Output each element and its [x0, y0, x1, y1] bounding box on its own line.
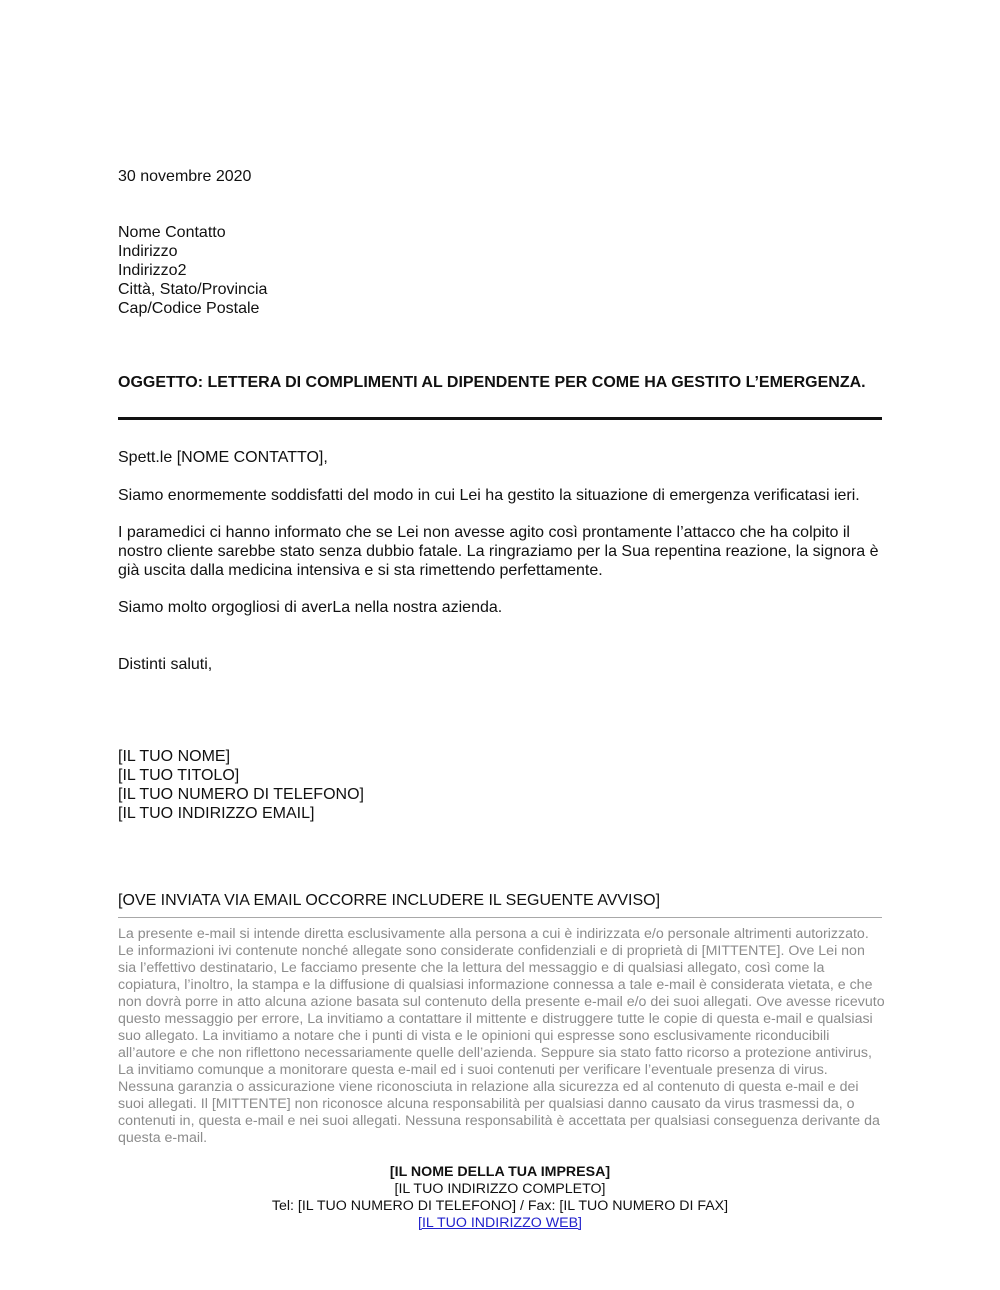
email-disclaimer: La presente e-mail si intende diretta esclusivamente alla persona a cui è indirizzata e/o personale altrimenti autorizzato. Le informazioni ivi contenute nonché allegate sono considerate confidenziali e di proprietà di [MITTENTE]. Ove Lei non sia l’effettivo destinatario, Le facciamo presente che la lettura del messaggio e di qualsiasi allegato, così come la copiatura, l’inoltro, la stampa e la diffusione di qualsiasi informazione connessa a tale e-mail è considerata vietata, e che non dovrà porre in atto alcuna azione basata sul contenuto della presente e-mail e/o dei suoi allegati. Ove avesse ricevuto questo messaggio per errore, La invitiamo a contattare il mittente e distruggere tutte le copie di questa e-mail e qualsiasi suo allegato. La invitiamo a notare che i punti di vista e le opinioni qui espresse sono esclusivamente riconducibili all’autore e che non riflettono necessariamente quelle dell’azienda. Seppure sia stato fatto ricorso a protezione antivirus, La invitiamo comunque a monitorare questa e-mail ed i suoi contenuti per verificare l’eventuale presenza di virus. Nessuna garanzia o assicurazione viene riconosciuta in relazione alla sicurezza ed al contenuto di questa e-mail e dei suoi allegati. Il [MITTENTE] non riconosce alcuna responsabilità per qualsiasi danno causato da virus trasmessi da, o contenuti in, questa e-mail e nei suoi allegati. Nessuna responsabilità è accettata per qualsiasi conseguenza derivante da questa e-mail.: [118, 926, 885, 1146]
recipient-name: Nome Contatto: [118, 224, 226, 241]
notice-divider: [118, 917, 882, 918]
signature-title: [IL TUO TITOLO]: [118, 767, 240, 784]
company-name: [IL NOME DELLA TUA IMPRESA]: [389, 1164, 611, 1180]
recipient-address-line-1: Indirizzo: [118, 243, 178, 260]
email-notice-heading: [OVE INVIATA VIA EMAIL OCCORRE INCLUDERE IL SEGUENTE AVVISO]: [118, 892, 661, 909]
company-address: [IL TUO INDIRIZZO COMPLETO]: [394, 1181, 606, 1197]
signature-block: [118, 747, 364, 823]
recipient-address-line-2: Indirizzo2: [118, 262, 187, 279]
signature-phone: [IL TUO NUMERO DI TELEFONO]: [118, 786, 364, 803]
letter-closing: Distinti saluti,: [118, 656, 213, 673]
recipient-address-block: [118, 223, 267, 318]
body-paragraph: I paramedici ci hanno informato che se Lei non avesse agito così prontamente l’attacco che ha colpito il nostro cliente sarebbe stato senza dubbio fatale. La ringraziamo per la Sua repentina reazione, la signora è già uscita dalla medicina intensiva e si sta rimettendo perfettamente.: [118, 524, 879, 579]
signature-name: [IL TUO NOME]: [118, 748, 231, 765]
company-website-link[interactable]: [IL TUO INDIRIZZO WEB]: [418, 1215, 582, 1231]
body-paragraph: Siamo molto orgogliosi di averLa nella nostra azienda.: [118, 599, 503, 616]
subject-divider: [118, 417, 882, 420]
signature-email: [IL TUO INDIRIZZO EMAIL]: [118, 805, 315, 822]
letter-date: 30 novembre 2020: [118, 168, 252, 185]
letter-subject: OGGETTO: LETTERA DI COMPLIMENTI AL DIPENDENTE PER COME HA GESTITO L’EMERGENZA.: [118, 374, 866, 391]
company-footer: [0, 1164, 1000, 1232]
letter-salutation: Spett.le [NOME CONTATTO],: [118, 449, 328, 466]
company-contact: Tel: [IL TUO NUMERO DI TELEFONO] / Fax: [IL TUO NUMERO DI FAX]: [271, 1198, 729, 1214]
recipient-postal-code: Cap/Codice Postale: [118, 300, 260, 317]
body-paragraph: Siamo enormemente soddisfatti del modo in cui Lei ha gestito la situazione di emergenza verificatasi ieri.: [118, 487, 860, 504]
recipient-city-state: Città, Stato/Provincia: [118, 281, 268, 298]
